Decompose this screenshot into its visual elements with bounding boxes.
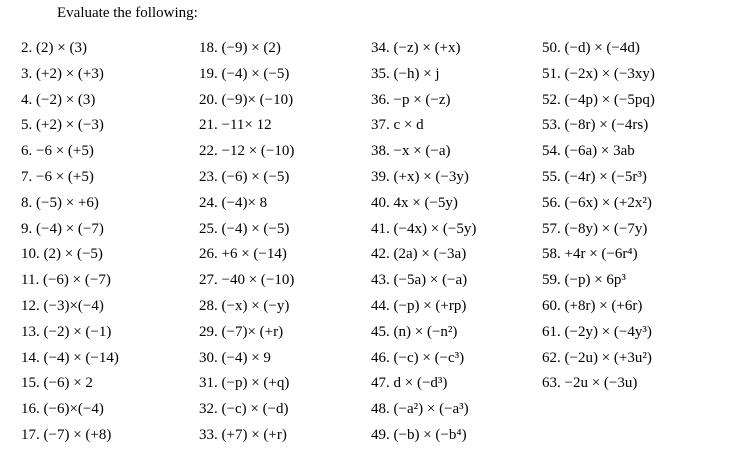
problem-number: 36. — [371, 91, 390, 108]
problem-number: 8. — [21, 194, 33, 211]
problem-item — [21, 165, 119, 191]
problem-expression: (−8y) × (−7y) — [560, 220, 648, 237]
problem-item — [199, 88, 294, 114]
problem-number: 52. — [542, 91, 561, 108]
problem-number: 58. — [542, 246, 561, 263]
problem-expression: (−7)× (+r) — [217, 323, 284, 340]
problem-expression: −2u × (−3u) — [560, 375, 638, 392]
problem-item — [542, 113, 655, 139]
problem-expression: (−4p) × (−5pq) — [560, 91, 655, 108]
problem-number: 16. — [21, 401, 40, 418]
problem-item — [371, 62, 476, 88]
problem-expression: (−6) × (−5) — [217, 168, 290, 185]
problem-number: 29. — [199, 323, 218, 340]
problem-number: 35. — [371, 65, 390, 82]
problem-expression: (2) × (3) — [32, 40, 87, 56]
problem-expression: (2) × (−5) — [39, 246, 103, 263]
problem-number: 34. — [371, 40, 390, 56]
problem-number: 47. — [371, 375, 390, 392]
problem-item — [199, 320, 294, 346]
problem-number: 63. — [542, 375, 561, 392]
problem-number: 41. — [371, 220, 390, 237]
problem-item — [199, 139, 294, 165]
problem-item — [199, 242, 294, 268]
problem-expression: −11× 12 — [217, 117, 272, 134]
problem-number: 61. — [542, 323, 561, 340]
problem-expression: −p × (−z) — [389, 91, 451, 108]
problem-column-4 — [542, 36, 655, 397]
problem-expression: (−5) × +6) — [32, 194, 99, 211]
problem-expression: (−8r) × (−4rs) — [560, 117, 649, 134]
problem-number: 3. — [21, 65, 33, 82]
problem-expression: (+8r) × (+6r) — [560, 297, 643, 314]
problem-number: 19. — [199, 65, 218, 82]
problem-item — [542, 36, 655, 62]
problem-expression: c × d — [389, 117, 424, 134]
problem-item — [199, 165, 294, 191]
problem-expression: (−7) × (+8) — [39, 426, 112, 443]
problem-expression: (−6x) × (+2x²) — [560, 194, 652, 211]
problem-number: 7. — [21, 168, 33, 185]
problem-expression: (−4) × (−14) — [39, 349, 119, 366]
problem-expression: (−2) × (−1) — [39, 323, 112, 340]
problem-item — [21, 139, 119, 165]
problem-number: 30. — [199, 349, 218, 366]
problem-number: 59. — [542, 272, 561, 289]
problem-number: 40. — [371, 194, 390, 211]
problem-item — [199, 346, 294, 372]
problem-item — [542, 62, 655, 88]
problem-number: 38. — [371, 143, 390, 160]
problem-expression: −6 × (+5) — [32, 168, 94, 185]
problem-expression: −x × (−a) — [389, 143, 451, 160]
problem-expression: (+7) × (+r) — [217, 426, 287, 443]
problem-number: 43. — [371, 272, 390, 289]
problem-expression: (−6a) × 3ab — [560, 143, 635, 160]
problem-item — [21, 62, 119, 88]
problem-expression: (−c) × (−c³) — [389, 349, 465, 366]
problem-number: 27. — [199, 272, 218, 289]
problem-expression: (−x) × (−y) — [217, 297, 290, 314]
problem-number: 4. — [21, 91, 33, 108]
problem-expression: (−h) × j — [389, 65, 440, 82]
problem-expression: (−z) × (+x) — [389, 40, 461, 56]
problem-number: 50. — [542, 40, 561, 56]
problem-item — [199, 36, 294, 62]
problem-item — [542, 242, 655, 268]
problem-expression: (−9)× (−10) — [217, 91, 294, 108]
problem-item — [371, 294, 476, 320]
problem-number: 39. — [371, 168, 390, 185]
problem-item — [371, 88, 476, 114]
problem-expression: (−p) × (+q) — [217, 375, 290, 392]
problem-number: 57. — [542, 220, 561, 237]
problem-item — [21, 371, 119, 397]
problem-expression: (−c) × (−d) — [217, 401, 289, 418]
worksheet-heading: Evaluate the following: — [57, 5, 198, 21]
problem-item — [21, 294, 119, 320]
problem-expression: (−p) × (+rp) — [389, 297, 467, 314]
problem-item — [199, 217, 294, 243]
problem-item — [542, 217, 655, 243]
problem-expression: +4r × (−6r⁴) — [560, 246, 638, 263]
problem-number: 22. — [199, 143, 218, 160]
problem-item — [21, 346, 119, 372]
problem-item — [21, 113, 119, 139]
problem-expression: (+2) × (+3) — [32, 65, 104, 82]
problem-expression: (−4r) × (−5r³) — [560, 168, 647, 185]
problem-number: 17. — [21, 426, 40, 443]
problem-number: 49. — [371, 426, 390, 443]
problem-number: 14. — [21, 349, 40, 366]
problem-number: 60. — [542, 297, 561, 314]
problem-expression: (−d) × (−4d) — [560, 40, 640, 56]
problem-expression: (−9) × (2) — [217, 40, 281, 56]
problem-expression: (−4)× 8 — [217, 194, 268, 211]
problem-expression: (−a²) × (−a³) — [389, 401, 469, 418]
problem-item — [21, 191, 119, 217]
problem-expression: −6 × (+5) — [32, 143, 94, 160]
problem-number: 28. — [199, 297, 218, 314]
problem-expression: d × (−d³) — [389, 375, 448, 392]
problem-number: 6. — [21, 143, 33, 160]
problem-number: 53. — [542, 117, 561, 134]
problem-number: 20. — [199, 91, 218, 108]
problem-number: 25. — [199, 220, 218, 237]
problem-number: 12. — [21, 297, 40, 314]
problem-item — [21, 320, 119, 346]
problem-item — [542, 191, 655, 217]
problem-item — [542, 346, 655, 372]
problem-item — [199, 371, 294, 397]
problem-number: 32. — [199, 401, 218, 418]
problem-number: 62. — [542, 349, 561, 366]
problem-item — [542, 139, 655, 165]
problem-item — [21, 242, 119, 268]
problem-expression: 4x × (−5y) — [389, 194, 458, 211]
problem-item — [542, 88, 655, 114]
problem-item — [199, 423, 294, 449]
problem-expression: −12 × (−10) — [217, 143, 295, 160]
problem-item — [371, 320, 476, 346]
problem-expression: (−6) × (−7) — [39, 272, 111, 289]
problem-item — [199, 191, 294, 217]
problem-item — [371, 165, 476, 191]
problem-expression: (n) × (−n²) — [389, 323, 458, 340]
problem-item — [371, 139, 476, 165]
problem-expression: (−5a) × (−a) — [389, 272, 468, 289]
problem-item — [199, 294, 294, 320]
problem-number: 48. — [371, 401, 390, 418]
problem-number: 54. — [542, 143, 561, 160]
problem-number: 13. — [21, 323, 40, 340]
problem-number: 15. — [21, 375, 40, 392]
problem-number: 26. — [199, 246, 218, 263]
problem-item — [199, 113, 294, 139]
problem-item — [542, 165, 655, 191]
problem-item — [371, 113, 476, 139]
problem-expression: (+2) × (−3) — [32, 117, 104, 134]
problem-item — [199, 397, 294, 423]
problem-number: 46. — [371, 349, 390, 366]
problem-item — [21, 88, 119, 114]
problem-expression: (−4) × (−5) — [217, 65, 290, 82]
problem-expression: (2a) × (−3a) — [389, 246, 467, 263]
problem-number: 18. — [199, 40, 218, 56]
problem-number: 11. — [21, 272, 40, 289]
problem-expression: (−3)×(−4) — [39, 297, 104, 314]
problem-number: 9. — [21, 220, 33, 237]
problem-expression: (−4) × (−5) — [217, 220, 290, 237]
problem-expression: (−2) × (3) — [32, 91, 96, 108]
problem-expression: (−2u) × (+3u²) — [560, 349, 652, 366]
problem-item — [371, 36, 476, 62]
problem-number: 2. — [21, 40, 33, 56]
problem-number: 5. — [21, 117, 33, 134]
problem-expression: (−4x) × (−5y) — [389, 220, 477, 237]
problem-expression: −40 × (−10) — [217, 272, 295, 289]
problem-item — [21, 423, 119, 449]
problem-number: 51. — [542, 65, 561, 82]
problem-expression: (−6) × 2 — [39, 375, 93, 392]
problem-expression: (−4) × 9 — [217, 349, 271, 366]
problem-item — [21, 217, 119, 243]
problem-item — [21, 36, 119, 62]
problem-number: 33. — [199, 426, 218, 443]
problem-expression: (−6)×(−4) — [39, 401, 104, 418]
problem-expression: +6 × (−14) — [217, 246, 287, 263]
problem-number: 56. — [542, 194, 561, 211]
problem-item — [371, 397, 476, 423]
problem-item — [371, 242, 476, 268]
problem-item — [199, 62, 294, 88]
problem-expression: (−2y) × (−4y³) — [560, 323, 652, 340]
problem-item — [371, 217, 476, 243]
problem-number: 37. — [371, 117, 390, 134]
problem-expression: (−b) × (−b⁴) — [389, 426, 467, 443]
problem-item — [199, 268, 294, 294]
problem-item — [542, 320, 655, 346]
problem-number: 10. — [21, 246, 40, 263]
problem-number: 42. — [371, 246, 390, 263]
problem-item — [542, 371, 655, 397]
problem-item — [542, 268, 655, 294]
problem-item — [542, 294, 655, 320]
problem-item — [371, 423, 476, 449]
problem-number: 23. — [199, 168, 218, 185]
problem-item — [371, 346, 476, 372]
problem-number: 24. — [199, 194, 218, 211]
problem-number: 21. — [199, 117, 218, 134]
problem-column-1 — [21, 36, 119, 449]
problem-number: 44. — [371, 297, 390, 314]
problem-expression: (−4) × (−7) — [32, 220, 104, 237]
problem-number: 45. — [371, 323, 390, 340]
problem-number: 31. — [199, 375, 218, 392]
problem-item — [371, 191, 476, 217]
problem-item — [371, 268, 476, 294]
problem-column-3 — [371, 36, 476, 449]
problem-expression: (+x) × (−3y) — [389, 168, 469, 185]
problem-expression: (−p) × 6p³ — [560, 272, 626, 289]
problem-item — [21, 397, 119, 423]
problem-number: 55. — [542, 168, 561, 185]
problem-item — [371, 371, 476, 397]
problem-item — [21, 268, 119, 294]
problem-expression: (−2x) × (−3xy) — [560, 65, 655, 82]
problem-column-2 — [199, 36, 294, 449]
